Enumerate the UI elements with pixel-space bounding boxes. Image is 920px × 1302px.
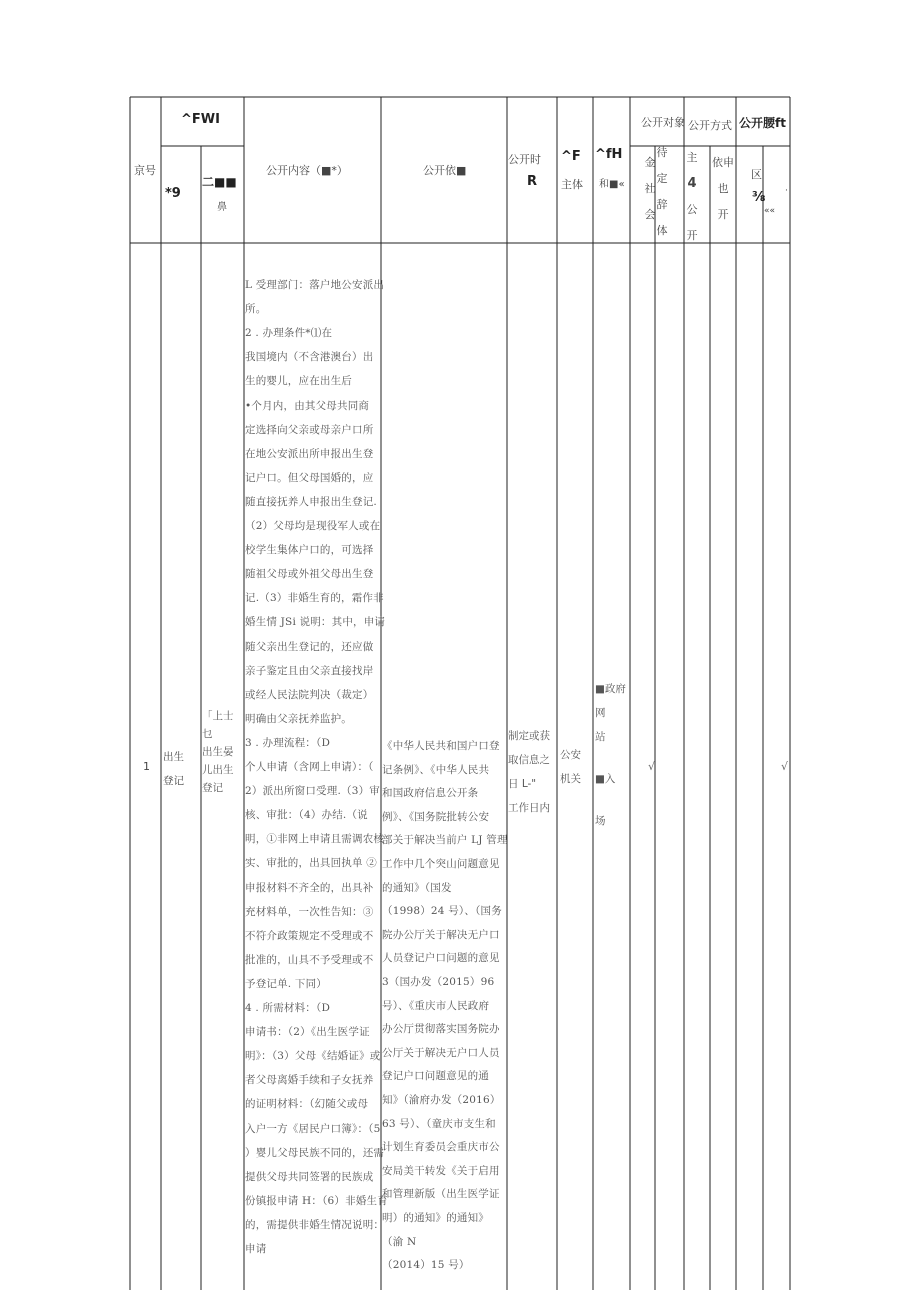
row-content-line: 予登记单. 下同） <box>245 977 327 990</box>
target-all-char: 会 <box>644 208 656 221</box>
row-content-line: 随直接抚养人申报出生登记. <box>245 495 377 508</box>
target-all-char: 社 <box>644 182 656 195</box>
row-channel-line: 网 <box>595 707 606 719</box>
row-basis-line: 部关于解决当前户 LJ 管理 <box>382 834 508 847</box>
row-basis-line: 《中华人民共和国户口登 <box>382 740 500 752</box>
row-content-line: 的证明材料：（幻随父或母 <box>245 1098 369 1111</box>
row-basis-line: 知》（渝府办发（2016） <box>382 1094 501 1106</box>
row-content-line: 记户口。但父母国婚的，应 <box>245 471 374 484</box>
row-content-line: 在地公安派出所申报出生登 <box>245 447 374 460</box>
row-content-line: 生的婴儿，应在出生后 <box>245 375 352 388</box>
row-content-line: 申报材料不齐全的，出具补 <box>245 881 374 894</box>
target-specific-char: 体 <box>656 224 668 237</box>
row-content-line: 4 . 所需材料：（D <box>245 1002 331 1014</box>
row-content-line: 定选择向父亲或母亲户口所 <box>245 423 374 436</box>
target-specific-char: 辞 <box>656 198 668 211</box>
method-active-char: 公 <box>686 203 698 216</box>
row-time-line: 制定或获 <box>508 730 550 742</box>
row-basis-line: 人员登记户口问题的意见 <box>382 952 500 965</box>
row-content-line: 申请 <box>245 1243 267 1255</box>
row-time-line: 取信息之 <box>508 754 550 766</box>
level-sub-header-2: «« <box>764 206 776 216</box>
level-tick-mark: · <box>785 186 788 196</box>
row-basis-line: 工作中几个突山问题意见 <box>382 858 500 870</box>
row-content-line: 申请书：（2）《出生医学证 <box>245 1026 370 1039</box>
row-item-b-line: 出生晏 <box>202 746 234 758</box>
row-content-line: 婚生情 JSi 说明：其中，申请 <box>245 616 386 629</box>
row-basis-line: （2014）15 号） <box>382 1259 470 1272</box>
row-basis-line: 和管理新版（出生医学证 <box>382 1188 500 1201</box>
row-basis-line: 记条例》、《中华人民共 <box>382 763 490 776</box>
row-content-line: 2）派出所窗口受理.（3）审 <box>245 785 380 798</box>
row-channel-line: 场 <box>595 815 606 827</box>
row-item-b-line: 登记 <box>202 782 223 794</box>
row-content-line: 份镇报申请 H：（6）非婚生育 <box>245 1194 388 1207</box>
row-basis-line: 办公厅贯彻落实国务院办 <box>382 1023 500 1036</box>
row-channel-line: ■政府 <box>595 683 626 695</box>
row-content-line: 校学生集体户口的，可选择 <box>245 544 374 557</box>
method-group-header: 公开方式 <box>688 119 732 132</box>
row-basis-line: 公厅关于解决无户口人员 <box>382 1046 500 1059</box>
row-item-b-line: 乜 <box>202 728 213 740</box>
item-sub-b-header: 二■■ <box>202 175 237 189</box>
row-content-line: 的，需提供非婚生情况说明： <box>245 1218 385 1231</box>
item-group-header: ^FWI <box>181 112 220 127</box>
row-content-line: 记.（3）非婚生育的，霜作非 <box>245 592 384 605</box>
method-active-char: 主 <box>686 151 698 164</box>
time-header: 公开时 <box>508 153 541 166</box>
row-basis-line: 的通知》（国发 <box>382 881 452 894</box>
row-basis-line: 例》、《国务院批转公安 <box>382 810 490 823</box>
row-content-line: 或经人民法院判决（裁定） <box>245 688 374 701</box>
row-content-line: 个人申请（含网上申请）：（ <box>245 761 374 773</box>
row-item-b-line: 「上士 <box>202 710 234 722</box>
row-content-line: 批准的，山具不予受理或不 <box>245 953 374 966</box>
target-all-header <box>644 150 656 228</box>
subject-header-2: 主体 <box>561 178 583 191</box>
check-all-public: √ <box>648 760 656 773</box>
method-active-char: 4 <box>687 176 697 191</box>
level-group-header: 公开腰ft <box>739 116 786 130</box>
level-sub-header-1: ⅜ <box>752 190 766 205</box>
method-active-header <box>686 145 698 249</box>
row-content-line: ）婴儿父母民族不同的，还需 <box>245 1146 385 1159</box>
target-specific-char: 定 <box>656 172 668 185</box>
row-content-line: 入户一方《居民户口簿》：（5 <box>245 1122 381 1135</box>
content-header: 公开内容（■*） <box>266 164 348 177</box>
row-content-line: 实、审批的，出具回执单 ② <box>245 857 377 870</box>
check-district-level: √ <box>781 760 789 773</box>
row-channel-line: ■入 <box>595 773 616 785</box>
row-channel <box>595 677 626 833</box>
row-content-line: 随祖父母或外祖父母出生登 <box>245 568 374 581</box>
row-content-line: （2）父母均是现役军人或在 <box>245 520 381 532</box>
row-content-line: 明》：（3）父母《结婚证》或 <box>245 1050 381 1063</box>
channel-header: ^fH <box>595 147 623 162</box>
row-basis-line: （渝 N <box>382 1235 417 1248</box>
row-content-line: 2 . 办理条件*⑴在 <box>245 327 333 340</box>
row-subject-line: 公安 <box>560 749 581 761</box>
row-content-line: 3 . 办理流程：（D <box>245 736 331 749</box>
target-specific-header <box>656 140 668 244</box>
target-all-char: 金 <box>644 156 656 169</box>
row-subject-line: 机关 <box>560 773 581 785</box>
row-content-line: 亲子鉴定且由父亲直接找岸 <box>245 664 374 677</box>
row-channel-line: 站 <box>595 731 606 743</box>
item-sub-a-header: *9 <box>165 186 181 201</box>
row-basis-line: 63 号）、（童庆市支生和 <box>382 1117 496 1130</box>
method-request-char: 开 <box>717 208 729 221</box>
row-time-line: 日 L-" <box>508 778 537 790</box>
row-time-line: 工作日内 <box>508 802 550 814</box>
row-basis-line: 安局美干转发《关于启用 <box>382 1164 500 1177</box>
row-item-b <box>202 707 234 797</box>
row-basis-line: 计划生育委员会重庆市公 <box>382 1141 500 1154</box>
index-header: 京号 <box>134 164 156 177</box>
row-subject <box>560 743 581 791</box>
row-basis-line: 明）的通知》的通知》 <box>382 1212 489 1224</box>
row-content-line: 我国境内（不含港澳台）出 <box>245 351 374 364</box>
row-content-line: 明，①非网上申请且需调农核 <box>245 833 385 846</box>
row-basis-line: 和国政府信息公开条 <box>382 787 479 800</box>
time-header-2: R <box>527 174 538 189</box>
row-content-line: 所。 <box>245 303 267 316</box>
row-content-line: 充材料单，一次性告知：③ <box>245 905 374 918</box>
row-content-line: 核、审批：（4）办结.（说 <box>245 809 368 822</box>
row-basis-line: 院办公厅关于解决无户口 <box>382 928 500 941</box>
row-item-b-line: 儿出生 <box>202 764 234 776</box>
method-request-char: 也 <box>717 182 729 195</box>
target-group-header: 公开对象 <box>641 116 685 129</box>
row-basis-line: 3（国办发（2015）96 <box>382 976 495 988</box>
method-request-char: 依申 <box>712 156 734 169</box>
row-content-line: •个月内，由其父母共同商 <box>245 399 370 412</box>
level-district-header: 区 <box>751 168 762 181</box>
row-content-line: 明确由父亲抚养监护。 <box>245 712 352 725</box>
row-time <box>508 724 550 820</box>
target-specific-char: 待 <box>656 146 668 159</box>
row-basis-line: 登记户口问题意见的通 <box>382 1070 489 1083</box>
row-content-line: 提供父母共同签署的民族成 <box>245 1170 374 1183</box>
method-active-char: 开 <box>686 229 698 242</box>
row-basis-line: （1998）24 号）、（国务 <box>382 905 502 918</box>
row-basis-line: 号）、《重庆市人民政府 <box>382 999 490 1012</box>
row-index: 1 <box>143 760 150 773</box>
row-content-line: L 受理部门：落户地公安派出 <box>245 279 385 291</box>
row-content-line: 随父亲出生登记的，还应做 <box>245 640 374 653</box>
channel-header-2: 和■« <box>599 179 625 190</box>
row-item-a: 出生 登记 <box>163 751 184 787</box>
subject-header: ^F <box>561 149 581 164</box>
method-request-header <box>712 150 734 228</box>
basis-header: 公开依■ <box>423 164 467 177</box>
row-content-line: 不符介政策规定不受理或不 <box>245 929 374 942</box>
row-content-line: 者父母离婚手续和子女抚养 <box>245 1074 374 1087</box>
item-sub-b-header-2: 鼻 <box>217 202 227 213</box>
